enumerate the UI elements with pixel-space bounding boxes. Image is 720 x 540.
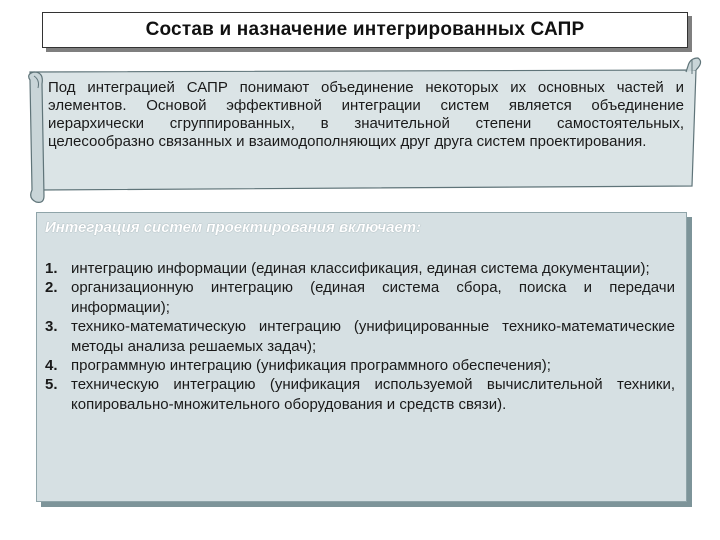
item-number: 2.	[45, 279, 58, 297]
integration-panel	[36, 212, 687, 502]
list-item	[45, 356, 675, 375]
item-text: техническую интеграцию (унификация используемой вычислительной техники, копировально-множительного оборудования и средств связи).	[71, 376, 675, 413]
list-item	[45, 317, 675, 356]
list-item	[45, 375, 675, 414]
definition-text: Под интеграцией САПР понимают объединение некоторых их основных частей и элементов. Основой эффективной интеграции систем является объединение иерархически сгруппированных, в значительной степени самостоятельных, целесообразно связанных и взаимодополняющих друг друга систем проектирования.	[48, 79, 684, 150]
item-number: 1.	[45, 260, 58, 277]
item-text: организационную интеграцию (единая система сбора, поиска и передачи информации);	[71, 279, 675, 316]
item-number: 5.	[45, 376, 58, 394]
page-title: Состав и назначение интегрированных САПР	[145, 19, 585, 40]
integration-list	[45, 259, 675, 414]
scroll-right-curl	[686, 58, 701, 72]
list-item	[45, 259, 675, 278]
integration-heading: Интеграция систем проектирования включает:	[45, 219, 422, 236]
item-number: 3.	[45, 318, 58, 336]
scroll-left-curl	[29, 72, 44, 202]
list-item	[45, 278, 675, 317]
item-text: интеграцию информации (единая классификация, единая система документации);	[71, 260, 650, 277]
item-number: 4.	[45, 357, 58, 375]
item-text: технико-математическую интеграцию (унифицированные технико-математические методы анализа решаемых задач);	[71, 318, 675, 355]
item-text: программную интеграцию (унификация программного обеспечения);	[71, 357, 551, 375]
